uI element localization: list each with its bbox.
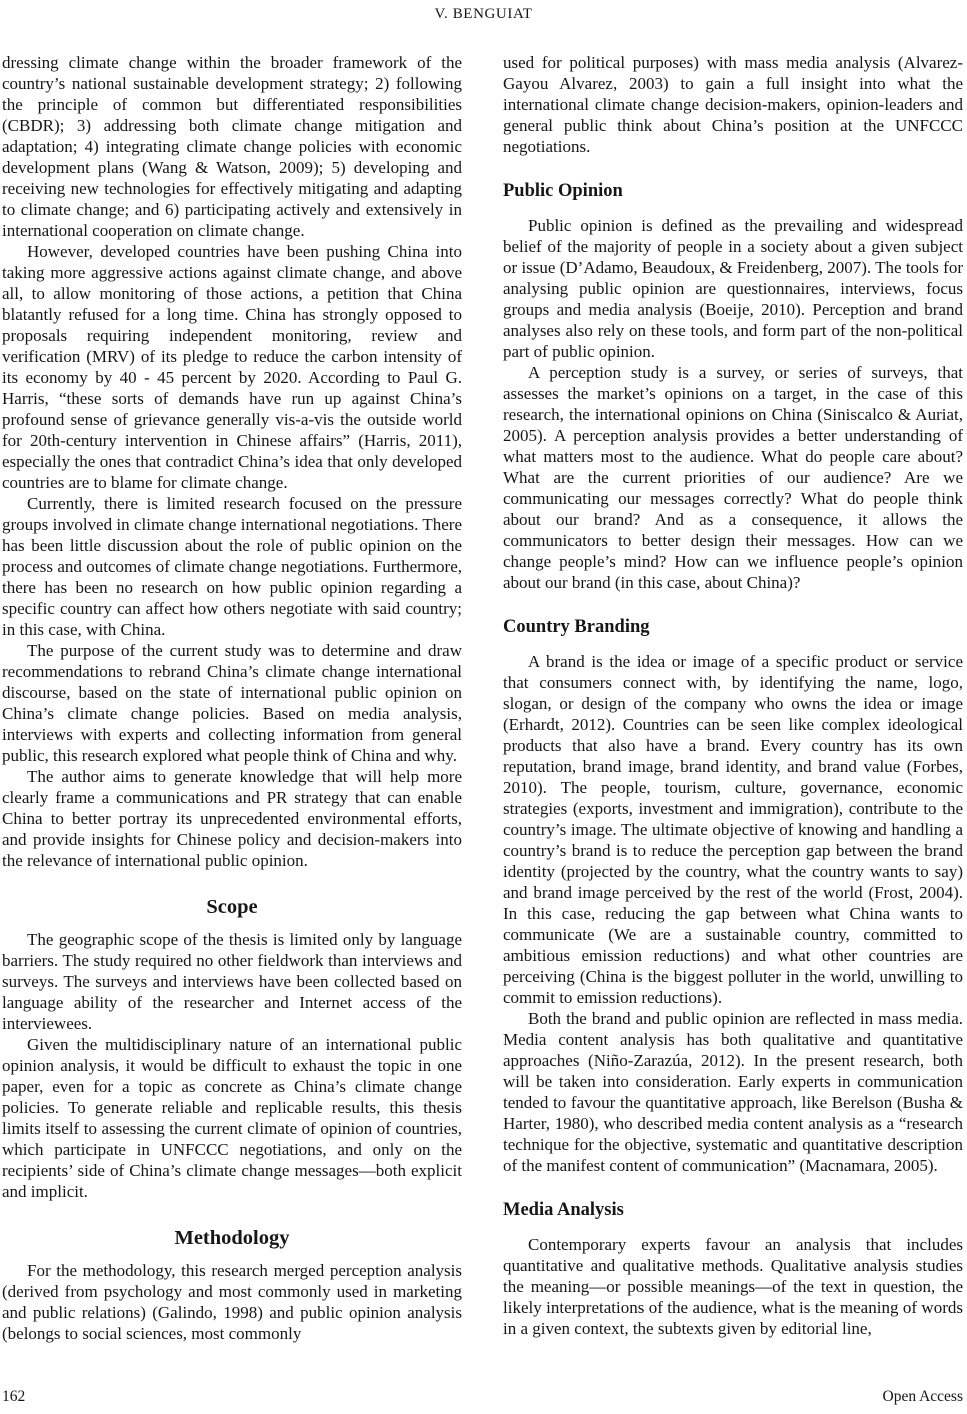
right-column bbox=[503, 52, 963, 1344]
running-head: V. BENGUIAT bbox=[434, 6, 533, 22]
paragraph: The geographic scope of the thesis is limited only by language barriers. The study required no other fieldwork than interviews and surveys. The surveys and interviews have been collected based on language ability of the researcher and Internet access of the interviewees. bbox=[2, 930, 462, 1033]
paragraph: A perception study is a survey, or series of surveys, that assesses the market’s opinions on a target, in the case of this research, the international opinions on China (Siniscalco & Auriat, 2005). A perception analysis provides a better understanding of what matters most to the audience. What do people care about? What are the current priorities of our audience? Are we communicating our messages correctly? What do people think about our brand? And as a consequence, it allows the communicators to better design their messages. How can we change people’s mind? How can we influence people’s opinion about our brand (in this case, about China)? bbox=[503, 363, 963, 592]
paragraph: Given the multidisciplinary nature of an international public opinion analysis, it would be difficult to exhaust the topic in one paper, even for a topic as concrete as China’s climate change policies. To generate reliable and replicable results, this thesis limits itself to assessing the current climate of opinion of countries, which participate in UNFCCC negotiations, and only on the recipients’ side of China’s climate change messages—both explicit and implicit. bbox=[2, 1035, 462, 1201]
two-column-layout bbox=[2, 52, 963, 1344]
paragraph: The author aims to generate knowledge that will help more clearly frame a communications and PR strategy that can enable China to better portray its unprecedented environmental efforts, and provide insights for Chinese policy and decision-makers into the relevance of international public opinion. bbox=[2, 767, 462, 870]
page-number: 162 bbox=[2, 1388, 26, 1405]
left-column bbox=[2, 52, 462, 1344]
paragraph: The purpose of the current study was to determine and draw recommendations to rebrand China’s climate change international discourse, based on the state of international public opinion on China’s climate change policies. Based on media analysis, interviews with experts and collecting information from general public, this research explored what people think of China and why. bbox=[2, 641, 462, 765]
paragraph: However, developed countries have been pushing China into taking more aggressive actions against climate change, and above all, to allow monitoring of those actions, a petition that China blatantly refused for a long time. China has strongly opposed to proposals requiring independent monitoring, review and verification (MRV) of its pledge to reduce the carbon intensity of its economy by 40 - 45 percent by 2020. According to Paul G. Harris, “these sorts of demands have run up against China’s profound sense of grievance generally vis-a-vis the outside world for 20th-century intervention in Chinese affairs” (Harris, 2011), especially the ones that contradict China’s idea that only developed countries are to blame for climate change. bbox=[2, 242, 462, 492]
paragraph: Contemporary experts favour an analysis that includes quantitative and qualitative methods. Qualitative analysis studies the meaning—or possible meanings—of the text in question, the likely interpretations of the audience, what is the meaning of words in a given context, the subtexts given by editorial line, bbox=[503, 1235, 963, 1338]
paragraph: Public opinion is defined as the prevailing and widespread belief of the majority of people in a society about a given subject or issue (D’Adamo, Beaudoux, & Freidenberg, 2007). The tools for analysing public opinion are questionnaires, interviews, focus groups and media analysis (Boeije, 2010). Perception and brand analyses also rely on these tools, and form part of the non-political part of public opinion. bbox=[503, 216, 963, 361]
subsection-heading: Public Opinion bbox=[503, 181, 623, 201]
section-heading: Methodology bbox=[174, 1227, 290, 1249]
footer-open-access-label: Open Access bbox=[882, 1388, 963, 1405]
paragraph: Currently, there is limited research focused on the pressure groups involved in climate change international negotiations. There has been little discussion about the role of public opinion on the process and outcomes of climate change negotiations. Furthermore, there has been no research on how public opinion regarding a specific country can affect how others negotiate with said country; in this case, with China. bbox=[2, 494, 462, 639]
paragraph: dressing climate change within the broader framework of the country’s national sustainable development strategy; 2) following the principle of common but differentiated responsibilities (CBDR); 3) addressing both climate change mitigation and adaptation; 4) integrating climate change policies with economic development plans (Wang & Watson, 2009); 5) developing and receiving new technologies for effectively mitigating and adapting to climate change; and 6) participating actively and extensively in international cooperation on climate change. bbox=[2, 53, 462, 240]
section-heading: Scope bbox=[206, 896, 258, 918]
page-footer bbox=[2, 1388, 963, 1406]
paragraph: A brand is the idea or image of a specific product or service that consumers connect with, by identifying the name, logo, slogan, or design of the company who owns the idea or image (Erhardt, 2012). Countries can be seen like complex ideological products that also have a brand. Every country has its own reputation, brand image, brand identity, and brand value (Forbes, 2010). The people, tourism, culture, governance, economic strategies (exports, investment and immigration), contribute to the country’s image. The ultimate objective of knowing and handling a country’s brand is to reduce the perception gap between the brand identity (projected by the country, what the country wants to say) and brand image perceived by the rest of the world (Frost, 2004). In this case, reducing the gap between what China wants to communicate (We are a sustainable country, committed to ambitious emission reductions) and what other countries are perceiving (China is the biggest polluter in the world, unwilling to commit to emission reductions). bbox=[503, 652, 963, 1007]
paragraph: used for political purposes) with mass media analysis (Alvarez-Gayou Alvarez, 2003) to gain a full insight into what the international climate change decision-makers, opinion-leaders and general public think about China’s position at the UNFCCC negotiations. bbox=[503, 53, 963, 156]
paragraph: For the methodology, this research merged perception analysis (derived from psychology and most commonly used in marketing and public relations) (Galindo, 1998) and public opinion analysis (belongs to social sciences, most commonly bbox=[2, 1261, 462, 1343]
paragraph: Both the brand and public opinion are reflected in mass media. Media content analysis has both qualitative and quantitative approaches (Niño-Zarazúa, 2012). In the present research, both will be taken into consideration. Early experts in communication tended to favour the quantitative approach, like Berelson (Busha & Harter, 1980), who described media content analysis as a “research technique for the objective, systematic and quantitative description of the manifest content of communication” (Macnamara, 2005). bbox=[503, 1009, 963, 1175]
subsection-heading: Country Branding bbox=[503, 617, 650, 637]
subsection-heading: Media Analysis bbox=[503, 1200, 624, 1220]
